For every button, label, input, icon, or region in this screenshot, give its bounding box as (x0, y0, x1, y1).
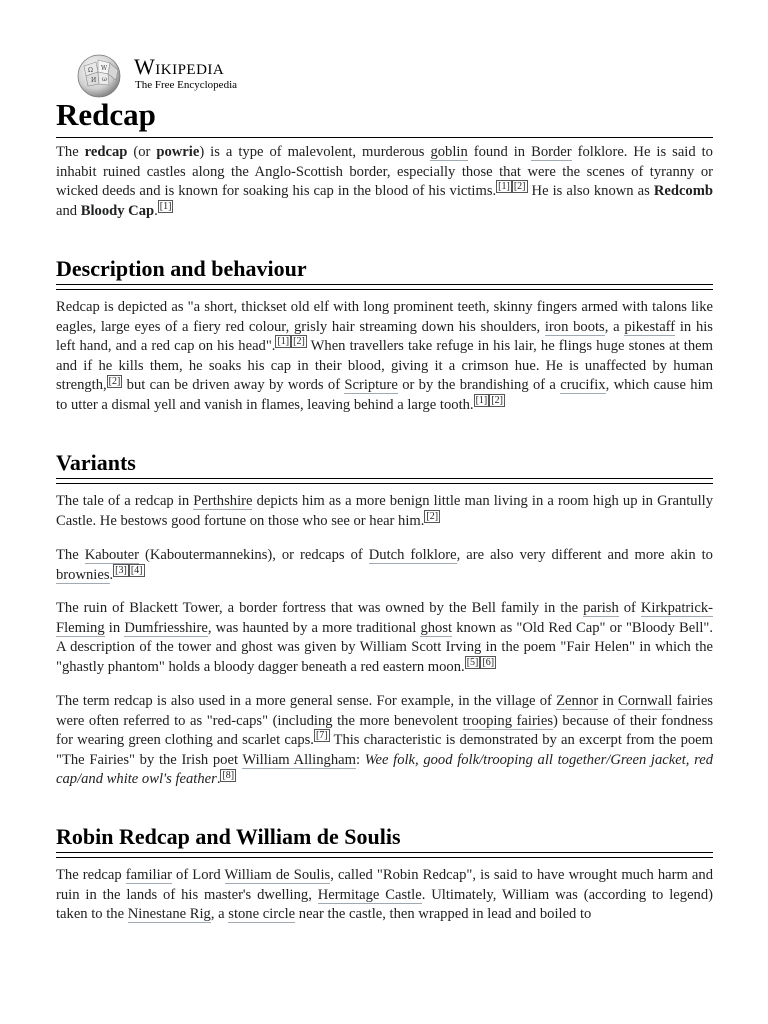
page-title: Redcap (56, 97, 156, 132)
citation[interactable]: [8] (222, 769, 235, 781)
citation[interactable]: [5] (466, 656, 479, 668)
description-paragraph: Redcap is depicted as "a short, thickset old elf with long prominent teeth, skinny fingers armed with talons like eagles, large eyes of a fiery red colour, grisly hair streaming down his shoulders, iron boots, a pikestaff in his left hand, and a red cap on his head". [1] [2] When travellers take refuge in his lair, he flings huge stones at them and if he kills them, he soaks his cap in their blood, giving it a crimson hue. He is unaffected by human strength, [2] but can be driven away by words of Scripture or by the brandishing of a crucifix, which cause him to utter a dismal yell and vanish in flames, leaving behind a large tooth. [1] [2] (56, 299, 713, 413)
robin-redcap-paragraph: The redcap familiar of Lord William de Soulis, called "Robin Redcap", is said to have wrought much harm and ruin in the lands of his master's dwelling, Hermitage Castle. Ultimately, William was (according to legend) taken to the Ninestane Rig, a stone circle near the castle, then wrapped in lead and boiled to (56, 867, 714, 923)
link-iron-boots[interactable]: iron boots (544, 318, 605, 335)
link-william-allingham[interactable]: William Allingham (242, 751, 356, 768)
link-william-de-soulis[interactable]: William de Soulis (224, 867, 331, 883)
citation[interactable]: [4] (130, 564, 143, 576)
link-perthshire[interactable]: Perthshire (193, 493, 253, 509)
citation[interactable]: [7] (315, 730, 328, 742)
intro-paragraph: The redcap (or powrie) is a type of malevolent, murderous goblin found in Border folklore. He is said to inhabit ruined castles along the Anglo-Scottish border, especially those that were the scenes of tyranny or wicked deeds and is known for soaking his cap in the blood of his victims. [1] [2] He is also known as Redcomb and Bloody Cap. [1] (56, 144, 713, 219)
citation[interactable]: [1] (159, 200, 172, 212)
link-familiar[interactable]: familiar (125, 867, 172, 883)
citation[interactable]: [2] (108, 375, 121, 387)
section-heading-description: Description and behaviour (56, 256, 307, 281)
section-divider (56, 284, 713, 285)
variants-paragraph-1: The tale of a redcap in Perthshire depicts him as a more benign little man living in a room high up in Grantully Castle. He bestows good fortune on those who see or hear him. [2] (56, 493, 714, 529)
variants-paragraph-4: The term redcap is also used in a more general sense. For example, in the village of Zennor in Cornwall fairies were often referred to as "red-caps" (including the more benevolent trooping fairies) because of their fondness for wearing green clothing and scarlet caps. [7] This characteristic is demonstrated by an excerpt from the poem "The Fairies" by the Irish poet William Allingham: Wee folk, good folk/trooping all together/Green jacket, red cap/and white owl's feather. [8] (56, 693, 714, 788)
link-parish[interactable]: parish (583, 600, 619, 616)
section-divider (56, 289, 713, 290)
citation[interactable]: [2] (426, 510, 439, 522)
link-zennor[interactable]: Zennor (556, 693, 599, 709)
wikipedia-masthead[interactable] (74, 52, 274, 100)
citation[interactable]: [2] (513, 181, 526, 193)
citation[interactable]: [3] (115, 564, 127, 576)
citation[interactable]: [1] (475, 395, 488, 407)
citation[interactable]: [2] (293, 336, 305, 348)
link-scripture[interactable]: Scripture (344, 377, 398, 394)
svg-text:ω: ω (102, 76, 107, 83)
link-hermitage-castle[interactable]: Hermitage Castle (317, 886, 422, 903)
link-stone-circle[interactable]: stone circle (228, 906, 296, 923)
link-ninestane-rig[interactable]: Ninestane Rig (127, 906, 211, 923)
title-divider (56, 137, 713, 138)
wikipedia-globe-icon (74, 52, 124, 98)
variants-paragraph-3: The ruin of Blackett Tower, a border fortress that was owned by the Bell family in the parish of Kirkpatrick-Fleming in Dumfriesshire, was haunted by a more traditional ghost known as "Old Red Cap" or "Bloody Bell". A description of the tower and ghost was given by William Scott Irving in the poem "Fair Helen" in which the "ghastly phantom" holds a bloody dagger beneath a red eastern moon. [5] [6] (56, 600, 713, 675)
section-divider (56, 483, 713, 484)
link-crucifix[interactable]: crucifix (560, 377, 606, 394)
section-divider (56, 857, 713, 858)
link-dutch-folklore[interactable]: Dutch folklore (368, 547, 457, 563)
section-divider (56, 478, 713, 479)
link-ghost[interactable]: ghost (420, 619, 453, 636)
section-divider (56, 852, 713, 853)
link-dumfriesshire[interactable]: Dumfriesshire (124, 619, 208, 636)
svg-text:И: И (91, 77, 97, 84)
link-pikestaff[interactable]: pikestaff (624, 318, 676, 335)
link-trooping-fairies[interactable]: trooping fairies (462, 712, 554, 729)
citation[interactable]: [1] (498, 181, 510, 193)
svg-text:Ω: Ω (88, 67, 93, 74)
svg-text:W: W (101, 65, 108, 72)
link-kirkpatrick-fleming[interactable]: Kirkpatrick-Fleming (56, 600, 713, 636)
section-heading-variants: Variants (56, 450, 136, 475)
link-cornwall[interactable]: Cornwall (617, 693, 673, 709)
link-brownies[interactable]: brownies (56, 566, 110, 583)
citation[interactable]: [1] (277, 336, 290, 348)
link-goblin[interactable]: goblin (430, 144, 468, 160)
wikipedia-wordmark: Wikipedia (134, 54, 225, 79)
link-border[interactable]: Border (531, 144, 572, 160)
section-heading-robin-redcap: Robin Redcap and William de Soulis (56, 824, 401, 849)
citation[interactable]: [6] (482, 656, 495, 668)
wikipedia-tagline: The Free Encyclopedia (135, 79, 238, 91)
variants-paragraph-2: The Kabouter (Kaboutermannekins), or redcaps of Dutch folklore, are also very different and more akin to brownies. [3] [4] (56, 547, 713, 583)
link-kabouter[interactable]: Kabouter (84, 547, 139, 563)
citation[interactable]: [2] (491, 395, 503, 407)
